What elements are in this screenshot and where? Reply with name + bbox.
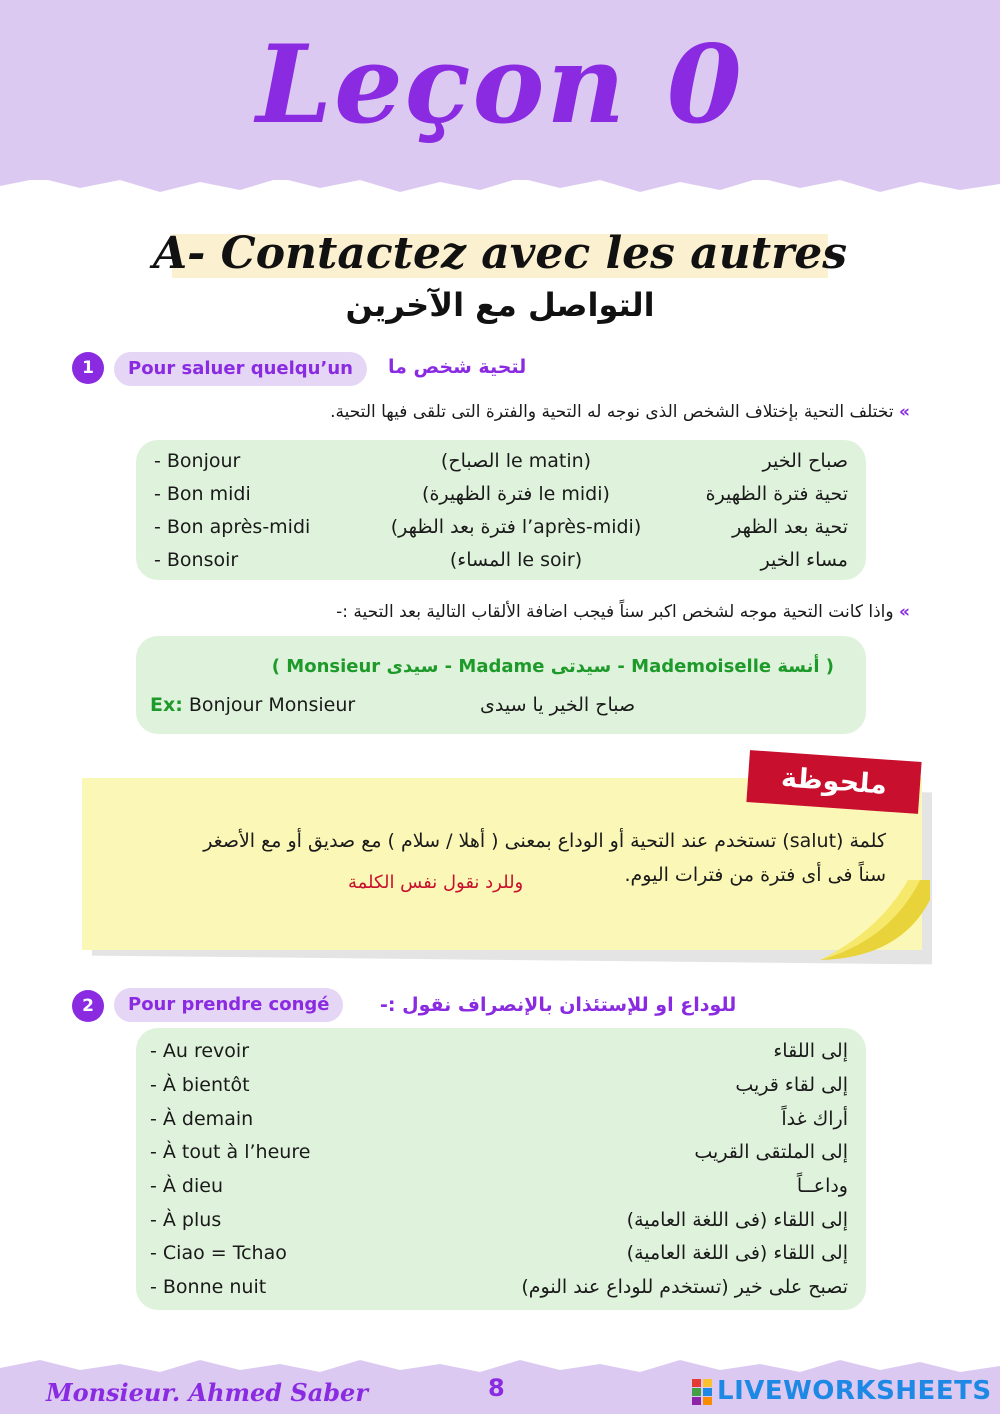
greeting-period: (le soir المساء) xyxy=(449,549,583,571)
honorific-titles: ( أنسة Mademoiselle - سيدتى Madame - سيدى Monsieur ) xyxy=(271,656,834,677)
chevron-icon: » xyxy=(899,402,910,422)
section-title: A- Contactez avec les autres xyxy=(152,228,848,279)
greeting-fr: - Bonsoir xyxy=(154,549,239,571)
farewell-ar: تصبح على خير (تستخدم للوداع عند النوم) xyxy=(521,1276,848,1298)
part1-label: Pour saluer quelqu’un xyxy=(114,352,367,386)
table-row xyxy=(136,1209,866,1241)
greeting-fr: - Bon après-midi xyxy=(154,516,311,538)
farewell-ar: أراك غداً xyxy=(781,1108,848,1130)
page-number: 8 xyxy=(488,1374,505,1402)
note-line1: كلمة (salut) تستخدم عند التحية أو الوداع بمعنى ( أهلا / سلام ) مع صديق أو مع الأصغر xyxy=(203,830,886,852)
torn-edge-decoration xyxy=(0,170,1000,200)
greeting-fr: - Bon midi xyxy=(154,483,251,505)
farewell-fr: - À bientôt xyxy=(150,1074,250,1096)
farewell-ar: إلى اللقاء (فى اللغة العامية) xyxy=(626,1242,848,1264)
example-fr: Bonjour Monsieur xyxy=(188,694,356,716)
greeting-ar: صباح الخير xyxy=(762,450,848,472)
greeting-period: (le matin الصباح) xyxy=(440,450,592,472)
chevron-icon: » xyxy=(899,602,910,622)
farewell-ar: إلى اللقاء xyxy=(773,1040,848,1062)
farewell-ar: إلى لقاء قريب xyxy=(735,1074,848,1096)
example-ar: صباح الخير يا سيدى xyxy=(480,694,636,716)
page-curl-decoration xyxy=(820,880,930,960)
note-reply: وللرد نقول نفس الكلمة xyxy=(348,872,524,893)
section-subtitle: التواصل مع الآخرين xyxy=(345,286,655,324)
table-row xyxy=(136,549,866,581)
table-row xyxy=(136,483,866,515)
part1-intro2-text: واذا كانت التحية موجه لشخص اكبر سناً فيجب اضافة الألقاب التالية بعد التحية :- xyxy=(336,602,894,622)
farewell-ar: وداعــاً xyxy=(796,1175,848,1197)
greeting-ar: مساء الخير xyxy=(760,549,848,571)
farewell-fr: - Au revoir xyxy=(150,1040,250,1062)
table-row xyxy=(136,1074,866,1106)
part1-intro-text: تختلف التحية بإختلاف الشخص الذى نوجه له التحية والفترة التى تلقى فيها التحية. xyxy=(330,402,894,422)
note-line2: سناً فى أى فترة من فترات اليوم. xyxy=(624,864,886,886)
note-tag: ملحوظة xyxy=(746,750,921,814)
farewell-fr: - À tout à l’heure xyxy=(150,1141,311,1163)
lesson-title: Leçon 0 xyxy=(256,22,744,148)
greeting-period: (le midi فترة الظهيرة) xyxy=(422,483,610,505)
table-row xyxy=(136,1040,866,1072)
farewell-fr: - À demain xyxy=(150,1108,254,1130)
liveworksheets-logo-icon xyxy=(692,1379,712,1405)
farewell-fr: - Bonne nuit xyxy=(150,1276,267,1298)
footer-brand: LIVEWORKSHEETS xyxy=(717,1376,992,1406)
table-row xyxy=(136,1175,866,1207)
farewell-ar: إلى الملتقى القريب xyxy=(694,1141,848,1163)
example-line xyxy=(150,694,355,716)
part1-intro xyxy=(330,402,910,422)
table-row xyxy=(136,450,866,482)
titles-box xyxy=(136,636,866,734)
table-row xyxy=(136,1141,866,1173)
greeting-fr: - Bonjour xyxy=(154,450,241,472)
table-row xyxy=(136,1242,866,1274)
part1-arabic: لتحية شخص ما xyxy=(388,356,527,378)
greeting-period: (l’après-midi فترة بعد الظهر) xyxy=(390,516,642,538)
greetings-box xyxy=(136,440,866,580)
part2-arabic: للوداع او للإستئذان بالإنصراف نقول :- xyxy=(380,994,737,1016)
part1-number: 1 xyxy=(72,352,104,384)
example-label: Ex: xyxy=(150,694,183,716)
greeting-ar: تحية بعد الظهر xyxy=(732,516,848,538)
footer-author: Monsieur. Ahmed Saber xyxy=(46,1378,368,1407)
greeting-ar: تحية فترة الظهيرة xyxy=(705,483,848,505)
table-row xyxy=(136,1276,866,1308)
farewells-box xyxy=(136,1028,866,1310)
farewell-fr: - À dieu xyxy=(150,1175,224,1197)
part2-number: 2 xyxy=(72,990,104,1022)
table-row xyxy=(136,1108,866,1140)
part2-label: Pour prendre congé xyxy=(114,988,343,1022)
table-row xyxy=(136,516,866,548)
part1-intro2 xyxy=(336,602,910,622)
farewell-fr: - Ciao = Tchao xyxy=(150,1242,287,1264)
farewell-fr: - À plus xyxy=(150,1209,222,1231)
farewell-ar: إلى اللقاء (فى اللغة العامية) xyxy=(626,1209,848,1231)
